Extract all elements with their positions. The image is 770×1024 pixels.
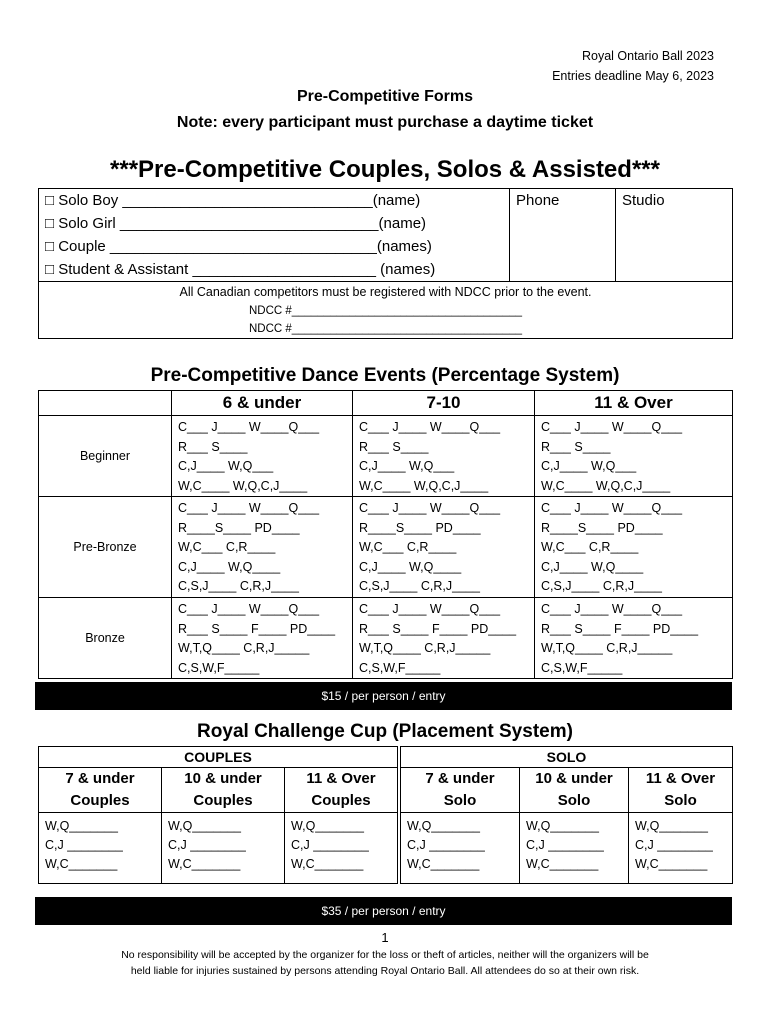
couples-group-header: COUPLES xyxy=(39,747,400,768)
solo-10-under-cell[interactable]: W,Q_______ C,J ________ W,C_______ xyxy=(520,813,629,884)
beginner-7-10[interactable]: C___ J____ W____Q___ R___ S____ C,J____ W,Q___ W,C____ W,Q,C,J____ xyxy=(353,416,535,497)
form-title: Pre-Competitive Forms xyxy=(296,88,474,105)
price-bar-events: $15 / per person / entry xyxy=(35,682,732,710)
solo-group-header: SOLO xyxy=(399,747,733,768)
entry-type-cell xyxy=(39,189,510,282)
level-beginner: Beginner xyxy=(39,416,172,497)
level-bronze: Bronze xyxy=(39,598,172,679)
header-block xyxy=(552,46,714,86)
couple-option[interactable]: □ Couple ________________________________(names) xyxy=(45,238,432,255)
beginner-11-over[interactable]: C___ J____ W____Q___ R___ S____ C,J____ W,Q___ W,C____ W,Q,C,J____ xyxy=(535,416,733,497)
couples-11-over-header: 11 & Over Couples xyxy=(285,768,400,813)
bronze-6-under[interactable]: C___ J____ W____Q___ R___ S____ F____ PD____ W,T,Q____ C,R,J_____ C,S,W,F_____ xyxy=(172,598,353,679)
solo-10-under-header: 10 & under Solo xyxy=(520,768,629,813)
level-pre-bronze: Pre-Bronze xyxy=(39,497,172,598)
couples-10-under-header: 10 & under Couples xyxy=(162,768,285,813)
solo-11-over-header: 11 & Over Solo xyxy=(629,768,733,813)
event-name: Royal Ontario Ball 2023 xyxy=(581,49,714,63)
phone-cell[interactable] xyxy=(510,189,616,282)
footer-disclaimer xyxy=(0,947,770,979)
ticket-note: Note: every participant must purchase a daytime ticket xyxy=(176,114,594,131)
age-7-10-header: 7-10 xyxy=(353,391,535,416)
beginner-6-under[interactable]: C___ J____ W____Q___ R___ S____ C,J____ W,Q___ W,C____ W,Q,C,J____ xyxy=(172,416,353,497)
student-assistant-option[interactable]: □ Student & Assistant ______________________ (names) xyxy=(45,261,436,278)
bronze-7-10[interactable]: C___ J____ W____Q___ R___ S____ F____ PD____ W,T,Q____ C,R,J_____ C,S,W,F_____ xyxy=(353,598,535,679)
phone-label: Phone xyxy=(516,192,560,209)
solo-7-under-cell[interactable]: W,Q_______ C,J ________ W,C_______ xyxy=(399,813,520,884)
pre-bronze-6-under[interactable]: C___ J____ W____Q___ R____S____ PD____ W,C___ C,R____ C,J____ W,Q____ C,S,J____ C,R,J____ xyxy=(172,497,353,598)
events-table xyxy=(38,390,733,679)
entries-deadline: Entries deadline May 6, 2023 xyxy=(552,69,714,83)
solo-boy-option[interactable]: □ Solo Boy ______________________________(name) xyxy=(45,192,421,209)
solo-7-under-header: 7 & under Solo xyxy=(399,768,520,813)
cup-table xyxy=(38,746,733,884)
price-bar-cup: $35 / per person / entry xyxy=(35,897,732,925)
studio-cell[interactable] xyxy=(616,189,733,282)
ndcc-line-2[interactable]: NDCC #____________________________________ xyxy=(248,323,523,335)
entry-info-table xyxy=(38,188,733,339)
bronze-11-over[interactable]: C___ J____ W____Q___ R___ S____ F____ PD____ W,T,Q____ C,R,J_____ C,S,W,F_____ xyxy=(535,598,733,679)
main-title: ***Pre-Competitive Couples, Solos & Assisted*** xyxy=(110,156,660,183)
couples-11-over-cell[interactable]: W,Q_______ C,J ________ W,C_______ xyxy=(285,813,400,884)
pre-bronze-7-10[interactable]: C___ J____ W____Q___ R____S____ PD____ W,C___ C,R____ C,J____ W,Q____ C,S,J____ C,R,J____ xyxy=(353,497,535,598)
footer-line-1: No responsibility will be accepted by the organizer for the loss or theft of articles, neither will the organizers will be xyxy=(121,949,649,961)
cup-title: Royal Challenge Cup (Placement System) xyxy=(197,721,573,742)
studio-label: Studio xyxy=(622,192,665,209)
ndcc-note: All Canadian competitors must be registered with NDCC prior to the event. xyxy=(179,285,592,299)
solo-11-over-cell[interactable]: W,Q_______ C,J ________ W,C_______ xyxy=(629,813,733,884)
pre-bronze-11-over[interactable]: C___ J____ W____Q___ R____S____ PD____ W,C___ C,R____ C,J____ W,Q____ C,S,J____ C,R,J____ xyxy=(535,497,733,598)
couples-10-under-cell[interactable]: W,Q_______ C,J ________ W,C_______ xyxy=(162,813,285,884)
ndcc-line-1[interactable]: NDCC #____________________________________ xyxy=(248,305,523,317)
footer-line-2: held liable for injuries sustained by persons attending Royal Ontario Ball. All attendees do so at their own risk. xyxy=(130,965,640,977)
couples-7-under-cell[interactable]: W,Q_______ C,J ________ W,C_______ xyxy=(39,813,162,884)
solo-girl-option[interactable]: □ Solo Girl _______________________________(name) xyxy=(45,215,427,232)
age-11-over-header: 11 & Over xyxy=(535,391,733,416)
age-6-under-header: 6 & under xyxy=(172,391,353,416)
events-title: Pre-Competitive Dance Events (Percentage System) xyxy=(150,365,620,386)
couples-7-under-header: 7 & under Couples xyxy=(39,768,162,813)
page-number: 1 xyxy=(381,930,389,945)
ndcc-cell xyxy=(39,282,733,339)
